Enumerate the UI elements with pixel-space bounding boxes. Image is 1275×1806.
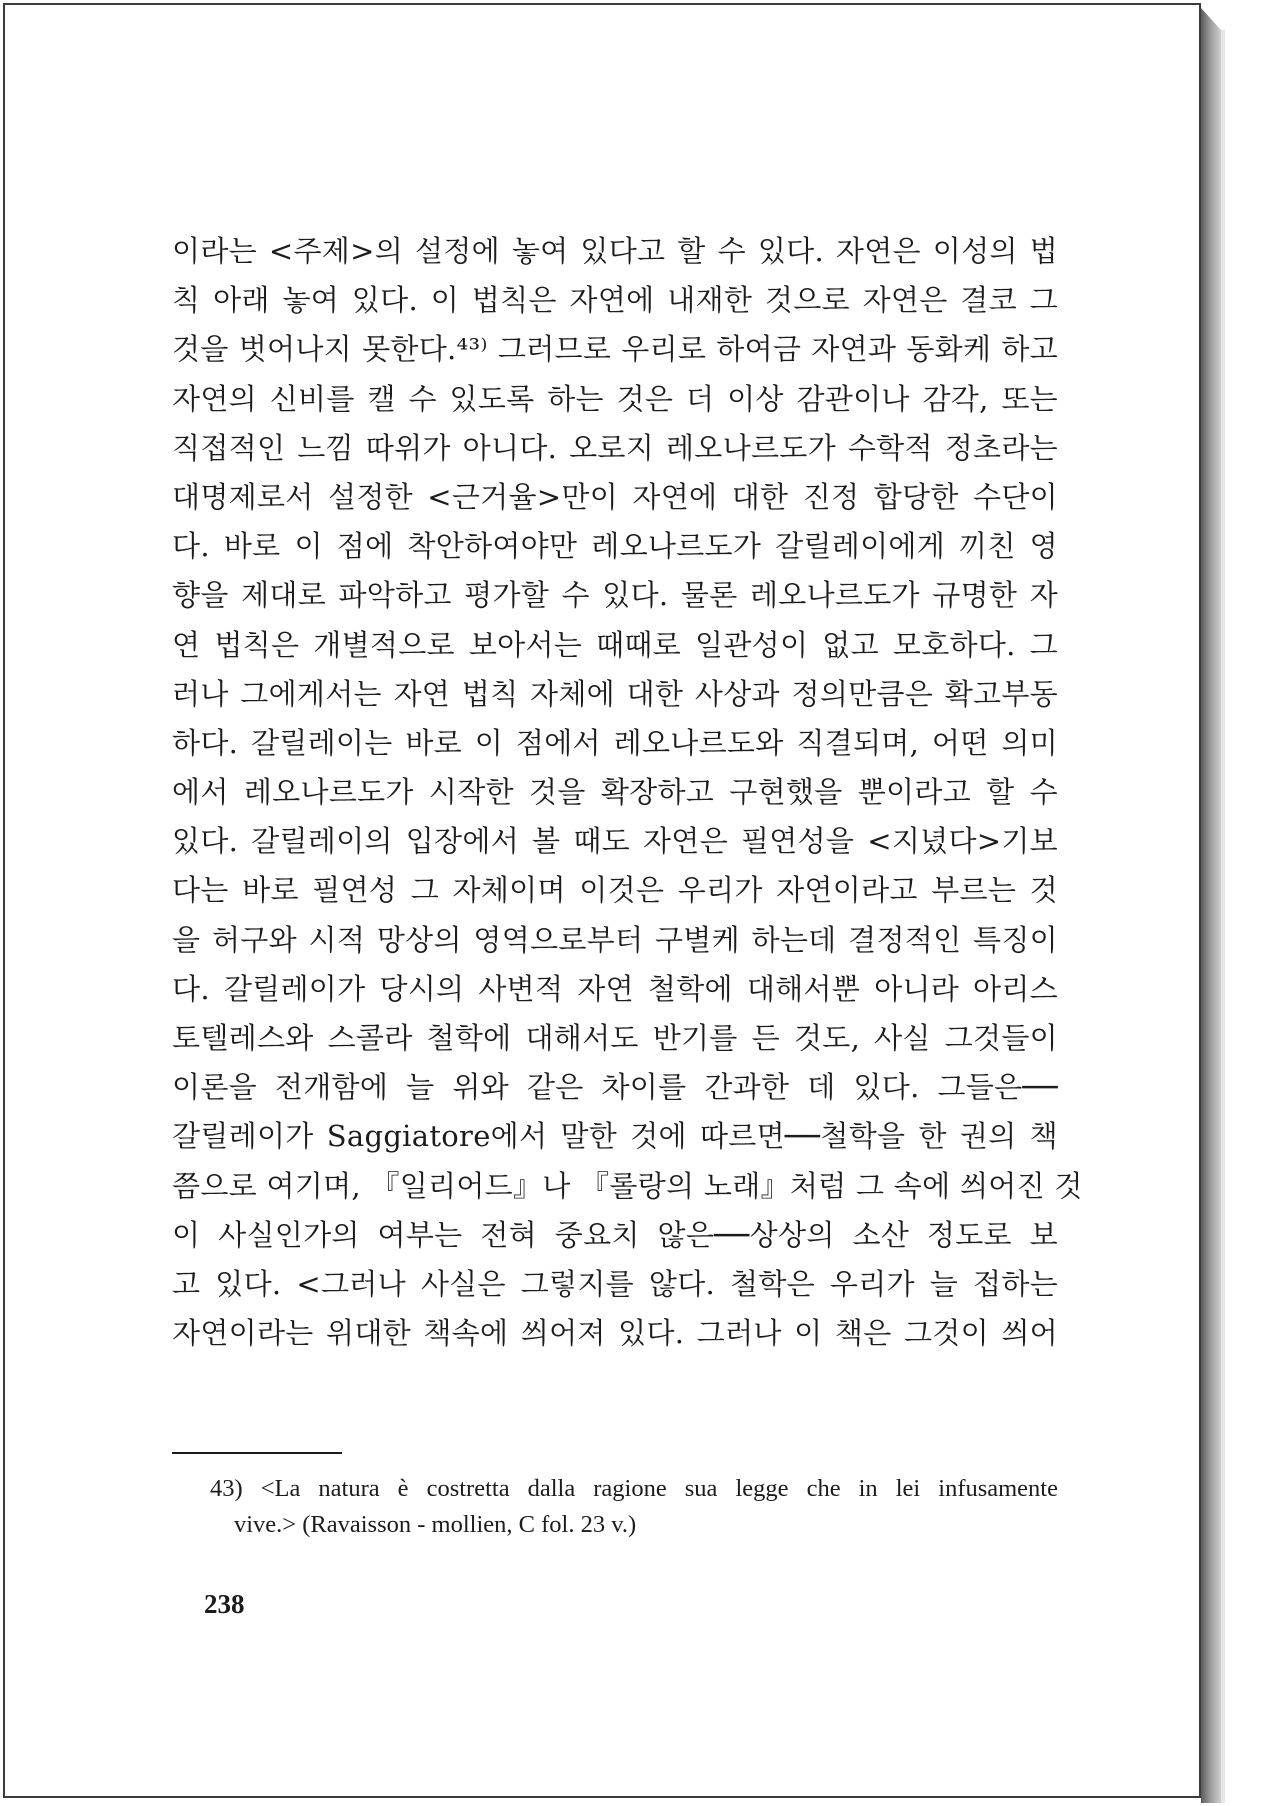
footnote-divider xyxy=(172,1452,342,1454)
footnote-line: 43) <La natura è costretta dalla ragione sua legge che in lei infusamente xyxy=(210,1475,1058,1502)
page-edge-shadow xyxy=(1201,8,1221,1803)
text-line: 다는 바로 필연성 그 자체이며 이것은 우리가 자연이라고 부르는 것 xyxy=(172,873,1058,908)
text-line: 다. 갈릴레이가 당시의 사변적 자연 철학에 대해서뿐 아니라 아리스 xyxy=(172,971,1058,1006)
text-line: 고 있다. <그러나 사실은 그렇지를 않다. 철학은 우리가 늘 접하는 xyxy=(172,1266,1058,1301)
footnote xyxy=(210,1471,1058,1543)
text-line: 칙 아래 놓여 있다. 이 법칙은 자연에 내재한 것으로 자연은 결코 그 xyxy=(172,283,1058,318)
text-line: 토텔레스와 스콜라 철학에 대해서도 반기를 든 것도, 사실 그것들이 xyxy=(172,1021,1058,1055)
text-line: 갈릴레이가 Saggiatore에서 말한 것에 따르면──철학을 한 권의 책 xyxy=(172,1119,1058,1154)
text-line: 것을 벗어나지 못한다.⁴³⁾ 그러므로 우리로 하여금 자연과 동화케 하고 xyxy=(172,332,1058,367)
book-page xyxy=(3,3,1201,1798)
text-line: 을 허구와 시적 망상의 영역으로부터 구별케 하는데 결정적인 특징이 xyxy=(172,922,1058,957)
text-line: 이라는 <주제>의 설정에 놓여 있다고 할 수 있다. 자연은 이성의 법 xyxy=(172,234,1058,268)
body-text xyxy=(172,227,1083,1358)
text-line: 하다. 갈릴레이는 바로 이 점에서 레오나르도와 직결되며, 어떤 의미 xyxy=(172,725,1058,760)
footnote-line: vive.> (Ravaisson - mollien, C fol. 23 v.) xyxy=(234,1511,637,1538)
text-line: 러나 그에게서는 자연 법칙 자체에 대한 사상과 정의만큼은 확고부동 xyxy=(172,676,1058,711)
text-line: 자연의 신비를 캘 수 있도록 하는 것은 더 이상 감관이나 감각, 또는 xyxy=(172,381,1058,416)
text-line: 있다. 갈릴레이의 입장에서 볼 때도 자연은 필연성을 <지녔다>기보 xyxy=(172,824,1058,859)
text-line: 대명제로서 설정한 <근거율>만이 자연에 대한 진정 합당한 수단이 xyxy=(172,479,1058,514)
text-line: 향을 제대로 파악하고 평가할 수 있다. 물론 레오나르도가 규명한 자 xyxy=(172,578,1058,613)
text-line: 직접적인 느낌 따위가 아니다. 오로지 레오나르도가 수학적 정초라는 xyxy=(172,430,1058,465)
text-line: 다. 바로 이 점에 착안하여야만 레오나르도가 갈릴레이에게 끼친 영 xyxy=(172,529,1058,564)
text-line: 에서 레오나르도가 시작한 것을 확장하고 구현했을 뿐이라고 할 수 xyxy=(172,775,1058,810)
page-edge-highlight xyxy=(1221,30,1225,1803)
text-line: 이론을 전개함에 늘 위와 같은 차이를 간과한 데 있다. 그들은── xyxy=(172,1070,1058,1105)
text-line: 이 사실인가의 여부는 전혀 중요치 않은──상상의 소산 정도로 보 xyxy=(172,1217,1058,1252)
page-number: 238 xyxy=(204,1589,245,1619)
text-line: 자연이라는 위대한 책속에 씌어져 있다. 그러나 이 책은 그것이 씌어 xyxy=(172,1316,1058,1351)
text-line: 연 법칙은 개별적으로 보아서는 때때로 일관성이 없고 모호하다. 그 xyxy=(172,627,1058,662)
text-line: 쯤으로 여기며, 『일리어드』나 『롤랑의 노래』처럼 그 속에 씌어진 것 xyxy=(172,1168,1083,1203)
